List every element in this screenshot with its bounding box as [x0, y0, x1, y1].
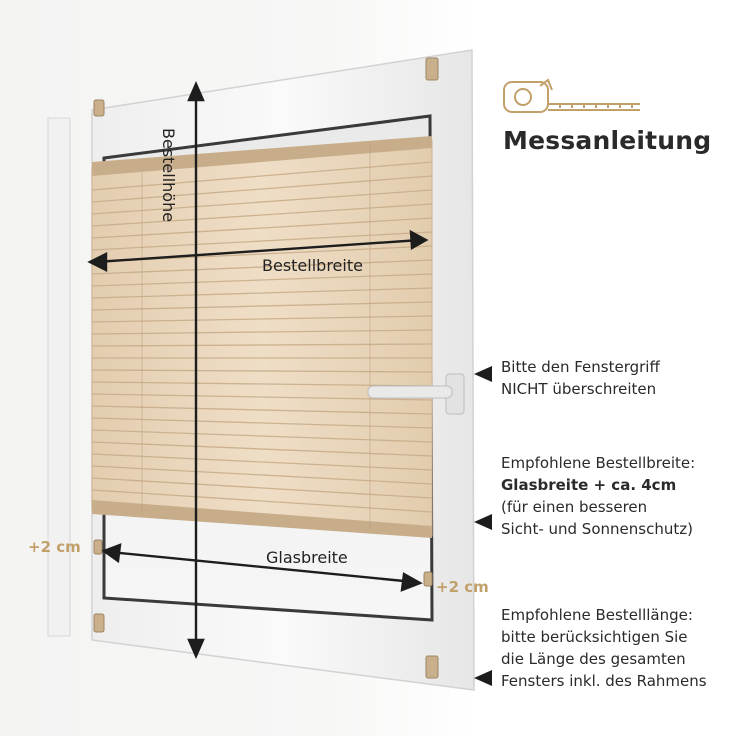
width-note-emphasis: Glasbreite + ca. 4cm [501, 476, 677, 494]
length-note-line: Empfohlene Bestelllänge: [501, 606, 693, 624]
order-width-label: Bestellbreite [262, 256, 363, 275]
plus-right-label: +2 cm [436, 578, 489, 596]
length-note-line: die Länge des gesamten [501, 650, 686, 668]
page-title: Messanleitung [503, 126, 712, 155]
measuring-tape-icon [504, 80, 640, 112]
length-note-line: bitte berücksichtigen Sie [501, 628, 688, 646]
width-note-line: (für einen besseren [501, 498, 648, 516]
pointer-arrows [474, 366, 492, 686]
plus-left-label: +2 cm [28, 538, 81, 556]
glass-width-label: Glasbreite [266, 548, 348, 567]
length-note-line: Fensters inkl. des Rahmens [501, 672, 707, 690]
width-note-line: Empfohlene Bestellbreite: [501, 454, 696, 472]
length-note [501, 604, 707, 692]
width-note-line: Sicht- und Sonnenschutz) [501, 520, 693, 538]
handle-note [501, 356, 660, 400]
order-height-label: Bestellhöhe [159, 128, 178, 223]
wall-edge [48, 118, 70, 636]
width-note [501, 452, 695, 540]
handle-note-line: NICHT überschreiten [501, 380, 657, 398]
pleated-blind [92, 136, 432, 538]
handle-note-line: Bitte den Fenstergriff [501, 358, 660, 376]
